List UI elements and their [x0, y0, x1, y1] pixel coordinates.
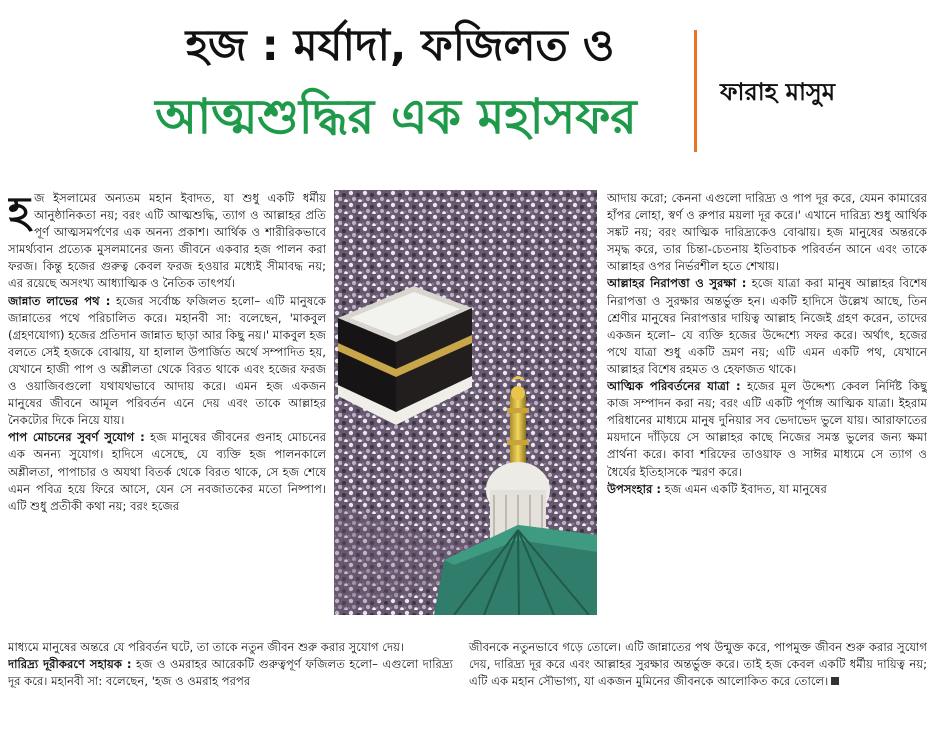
section-poverty-continued: [607, 190, 927, 275]
section-heading: উপসংহার :: [607, 481, 662, 496]
section-poverty: [8, 656, 453, 690]
bottom-left: [8, 639, 453, 690]
drop-cap: হ: [8, 190, 31, 236]
kaaba-crowd-photo: [334, 190, 597, 615]
section-heading: আল্লাহর নিরাপত্তা ও সুরক্ষা :: [607, 276, 747, 291]
section-paradise: [8, 293, 326, 430]
section-text: হজের সর্বোচ্চ ফজিলত হলো– এটি মানুষকে জান্নাতের পথে পরিচালিত করে। মহানবী সা: বলেছেন, 'মাকবুল (গ্রহণযোগ্য) হজের প্রতিদান জান্নাত ছাড়া আর কিছু নয়।' মাকবুল হজ বলতে সেই হজকে বোঝায়, যা হালাল উপার্জিত অর্থে সম্পাদিত হয়, যেখানে হাজী পাপ ও অশ্লীলতা থেকে বিরত থাকে এবং হজের ফরজ ও ওয়াজিবগুলো যথাযথভাবে আদায় করে। এমন হজ একজন মানুষের জীবনে আমূল পরিবর্তন এনে দেয় এবং তাকে আল্লাহর নৈকট্যের দিকে নিয়ে যায়।: [8, 293, 326, 428]
bottom-right: [469, 639, 927, 690]
section-protection: [607, 275, 927, 378]
intro-text: জ ইসলামের অন্যতম মহান ইবাদত, যা শুধু একটি ধর্মীয় আনুষ্ঠানিকতা নয়; বরং এটি আত্মশুদ্ধি, ত্যাগ ও আল্লাহর প্রতি পূর্ণ আত্মসমর্পণের এক অনন্য প্রকাশ। আর্থিক ও শারীরিকভাবে সামর্থ্যবান প্রত্যেক মুসলমানের জন্য জীবনে একবার হজ পালন করা ফরজ। কিন্তু হজের গুরুত্ব কেবল ফরজ হওয়ার মধ্যেই সীমাবদ্ধ নয়; এর রয়েছে অসংখ্য আধ্যাত্মিক ও নৈতিক তাৎপর্য।: [8, 191, 326, 291]
section-conclusion-continued: [469, 639, 927, 690]
section-text: হজের মূল উদ্দেশ্য কেবল নির্দিষ্ট কিছু কাজ সম্পাদন করা নয়; বরং এটি একটি পূর্ণাঙ্গ আত্মিক যাত্রা। ইহরাম পরিধানের মাধ্যমে মানুষ দুনিয়ার সব ভেদাভেদ ভুলে যায়। আরাফাতের ময়দানে দাঁড়িয়ে সে আল্লাহর কাছে নিজের সমস্ত ভুলের জন্য ক্ষমা প্রার্থনা করে। কাবা শরিফের তাওয়াফ ও সাঈর মাধ্যমে সে ত্যাগ ও ধৈর্যের ইতিহাসকে স্মরণ করে।: [607, 379, 927, 479]
section-conclusion: [607, 481, 927, 498]
headline-line-1: হজ : মর্যাদা, ফজিলত ও: [185, 21, 615, 71]
section-spiritual-journey: [607, 378, 927, 481]
section-text: হজ ও ওমরাহর আরেকটি গুরুত্বপূর্ণ ফজিলত হলো– এগুলো দারিদ্র্য দূর করে। মহানবী সা: বলেছেন, 'হজ ও ওমরাহ পরপর: [8, 657, 453, 689]
section-text: আদায় করো; কেননা এগুলো দারিদ্র্য ও পাপ দূর করে, যেমন কামারের হাঁপর লোহা, স্বর্ণ ও রুপার ময়লা দূর করে।' এখানে দারিদ্র্য শুধু আর্থিক সঙ্কট নয়; বরং আত্মিক দারিদ্র্যকেও বোঝায়। হজ মানুষের অন্তরকে সমৃদ্ধ করে, তার চিন্তা-চেতনায় ইতিবাচক পরিবর্তন আনে এবং তাকে আল্লাহর ওপর নির্ভরশীল হতে শেখায়।: [607, 191, 927, 274]
end-mark-icon: [831, 677, 839, 685]
section-heading: পাপ মোচনের সুবর্ণ সুযোগ :: [8, 430, 145, 445]
section-text: হজ এমন একটি ইবাদত, যা মানুষের: [661, 481, 827, 496]
section-text: হজে যাত্রা করা মানুষ আল্লাহর বিশেষ নিরাপত্তা ও সুরক্ষার অন্তর্ভুক্ত হন। একটি হাদিসে উল্লেখ আছে, তিন শ্রেণীর মানুষের নিরাপত্তার দায়িত্ব আল্লাহ নিজেই গ্রহণ করেন, তাদের একজন হলো– যে ব্যক্তি হজের উদ্দেশ্যে সফর করে। অর্থাৎ, হজের পথে যাত্রা শুধু একটি ভ্রমণ নয়; এটি এমন একটি পথ, যেখানে আল্লাহর বিশেষ রহমত ও হেফাজত থাকে।: [607, 276, 927, 376]
section-sin-remission: [8, 429, 326, 514]
intro-paragraph: [8, 190, 326, 293]
section-sin-remission-continued: [8, 639, 453, 656]
author-byline: ফারাহ মাসুম: [720, 78, 836, 106]
column-1: [8, 190, 326, 638]
header-divider: [694, 30, 697, 152]
section-heading: দারিদ্র্য দূরীকরণে সহায়ক :: [8, 657, 132, 672]
photo-illustration: [334, 190, 597, 615]
section-text: জীবনকে নতুনভাবে গড়ে তোলে। এটি জান্নাতের পথ উন্মুক্ত করে, পাপমুক্ত জীবন শুরু করার সুযোগ দেয়, দারিদ্র্য দূর করে এবং আল্লাহর সুরক্ষার অন্তর্ভুক্ত করে। তাই হজ কেবল একটি ধর্মীয় দায়িত্ব নয়; এটি এক মহান সৌভাগ্য, যা একজন মুমিনের জীবনকে আলোকিত করে তোলে।: [469, 640, 927, 689]
section-heading: জান্নাত লাভের পথ :: [8, 293, 111, 308]
column-3: [607, 190, 927, 638]
section-heading: আত্মিক পরিবর্তনের যাত্রা :: [607, 379, 741, 394]
bottom-band: [8, 639, 927, 747]
headline-line-2: আত্মশুদ্ধির এক মহাসফর: [155, 89, 637, 145]
article-header: [0, 0, 934, 180]
section-text: মাধ্যমে মানুষের অন্তরে যে পরিবর্তন ঘটে, তা তাকে নতুন জীবন শুরু করার সুযোগ দেয়।: [8, 640, 405, 654]
section-text: হজ মানুষের জীবনের গুনাহ মোচনের এক অনন্য সুযোগ। হাদিসে এসেছে, যে ব্যক্তি হজ পালনকালে অশ্লীলতা, পাপাচার ও অযথা বিতর্ক থেকে বিরত থাকে, সে হজ শেষে এমন পবিত্র হয়ে ফিরে আসে, যেন সে নবজাতকের মতো নিষ্পাপ। এটি শুধু প্রতীকী কথা নয়; বরং হজের: [8, 430, 326, 513]
